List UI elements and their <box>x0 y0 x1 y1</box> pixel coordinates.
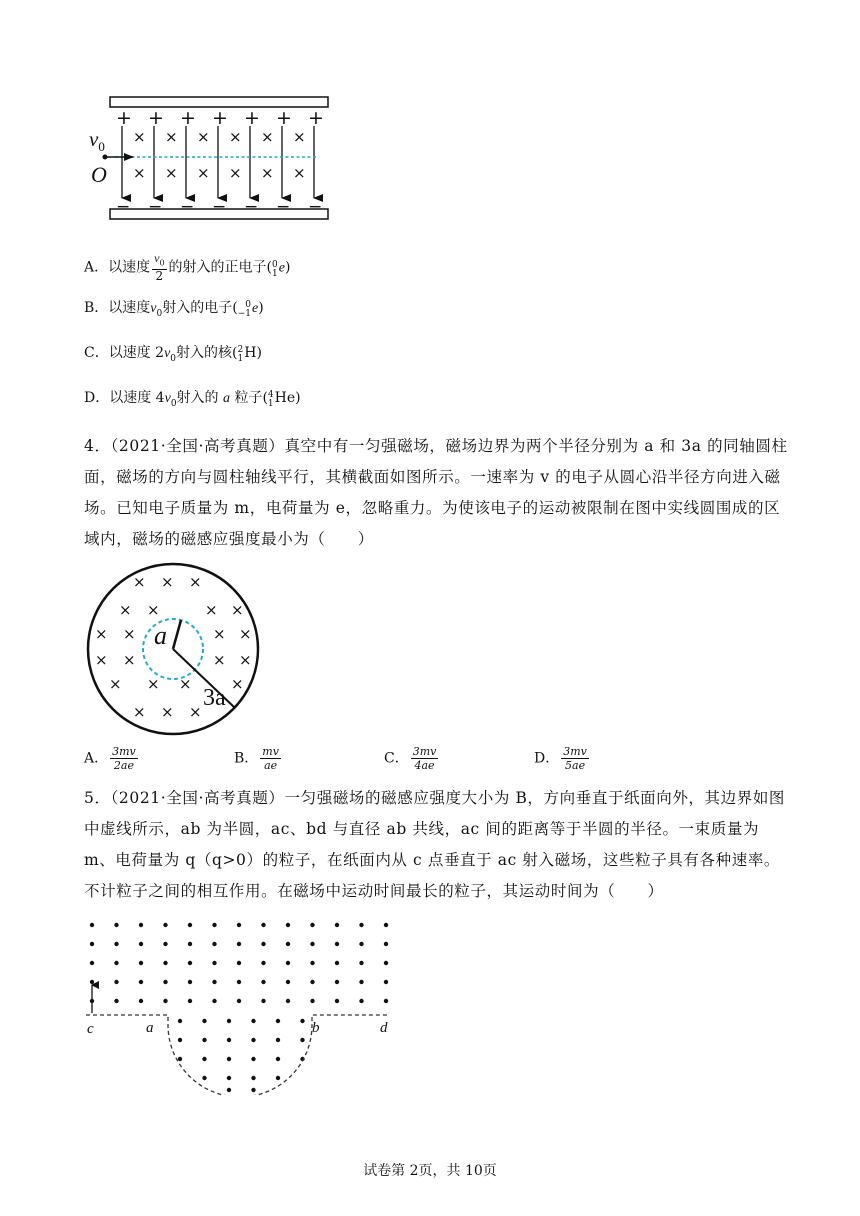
cross-mark: × <box>229 164 242 182</box>
field-dot <box>227 1057 231 1061</box>
field-dot <box>261 999 265 1003</box>
field-dot <box>251 1088 255 1092</box>
field-dot <box>335 999 339 1003</box>
cross-mark: × <box>213 651 226 669</box>
field-dot <box>90 980 94 984</box>
plus-sign: + <box>212 107 228 129</box>
point-c-label: c <box>87 1021 94 1037</box>
boundary-dashed-line <box>86 1015 387 1095</box>
cross-mark: × <box>133 128 146 146</box>
minus-sign: − <box>276 197 291 217</box>
cross-mark: × <box>95 625 108 643</box>
field-dot <box>300 1038 304 1042</box>
field-dot <box>384 980 388 984</box>
field-dot <box>202 1019 206 1023</box>
field-dot <box>276 1019 280 1023</box>
cross-mark: × <box>95 651 108 669</box>
cross-mark: × <box>189 573 202 591</box>
field-dot <box>188 961 192 965</box>
field-dot <box>310 999 314 1003</box>
field-dot <box>335 980 339 984</box>
fraction: $\frac{3mv}{5ae}$ <box>563 745 587 772</box>
field-dot <box>114 980 118 984</box>
nuclide-notation: 4 1 <box>267 390 274 409</box>
q3-option-b[interactable]: B．以速度$v_0$射入的电子( 0 −1 e) <box>84 300 264 319</box>
q4-question-text: 4．（2021·全国·高考真题）真空中有一匀强磁场，磁场边界为两个半径分别为 a 和 3a 的同轴圆柱面，磁场的方向与圆柱轴线平行，其横截面如图所示。一速率为 v 的电子从圆心沿半径方向进入磁场。已知电子质量为 m，电荷量为 e，忽略重力。为使该电子的运动被限制在图中实线圆围成的区域内，磁场的磁感应强度最小为（ ） <box>84 437 788 548</box>
field-dot <box>384 961 388 965</box>
field-dot <box>335 923 339 927</box>
field-dot <box>237 980 241 984</box>
field-dot <box>384 923 388 927</box>
cross-mark: × <box>109 675 122 693</box>
field-dot <box>359 923 363 927</box>
field-dot <box>384 999 388 1003</box>
field-dot <box>212 980 216 984</box>
q5-question-text: 5．（2021·全国·高考真题）一匀强磁场的磁感应强度大小为 B，方向垂直于纸面向外，其边界如图中虚线所示，ab 为半圆，ac、bd 与直径 ab 共线，ac 间的距离等于半圆的半径。一束质量为 m、电荷量为 q（q>0）的粒子，在纸面内从 c 点垂直于 ac 射入磁场，这些粒子具有各种速率。不计粒子之间的相互作用。在磁场中运动时间最长的粒子，其运动时间为（ ） <box>84 789 786 900</box>
field-dot <box>251 1038 255 1042</box>
field-dot <box>114 923 118 927</box>
cross-mark: × <box>179 675 192 693</box>
field-dot <box>359 942 363 946</box>
cross-mark: × <box>119 601 132 619</box>
field-dot <box>202 1038 206 1042</box>
nuclide-notation: 0 1 <box>272 259 278 279</box>
cross-mark: × <box>197 164 210 182</box>
cross-mark: × <box>213 625 226 643</box>
field-dot <box>227 1076 231 1080</box>
field-dot <box>251 1057 255 1061</box>
cross-mark: × <box>231 601 244 619</box>
plus-sign: + <box>148 107 164 129</box>
field-dot <box>251 1076 255 1080</box>
field-dot <box>227 1038 231 1042</box>
magnetic-field-crosses <box>133 128 306 182</box>
field-dot <box>139 980 143 984</box>
field-dot <box>237 942 241 946</box>
field-dot <box>178 1038 182 1042</box>
field-dot <box>310 942 314 946</box>
cross-mark: × <box>123 651 136 669</box>
page-footer: 试卷第 2页，共 10页 <box>363 1163 497 1179</box>
cross-mark: × <box>293 128 306 146</box>
q4-option-d[interactable]: D． $\frac{3mv}{5ae}$ <box>534 745 587 772</box>
v0-label: $v_0$ <box>89 127 105 154</box>
plus-sign: + <box>276 107 292 129</box>
field-dot <box>90 942 94 946</box>
cross-mark: × <box>205 601 218 619</box>
q4-option-a[interactable]: A． $\frac{3mv}{2ae}$ <box>84 745 136 772</box>
cross-mark: × <box>161 703 174 721</box>
field-dot <box>237 999 241 1003</box>
field-dot <box>335 961 339 965</box>
field-dot <box>163 980 167 984</box>
nuclide-notation: 0 −1 <box>237 300 251 319</box>
electric-field-lines <box>122 126 314 198</box>
cross-mark: × <box>231 675 244 693</box>
q3-plates-figure <box>85 90 335 225</box>
minus-sign: − <box>148 197 163 217</box>
cross-mark: × <box>147 601 160 619</box>
field-dot <box>212 942 216 946</box>
nuclide-notation: 2 1 <box>237 345 244 364</box>
field-dot <box>188 942 192 946</box>
magnetic-field-dots <box>90 923 388 1092</box>
field-dot <box>286 942 290 946</box>
cross-mark: × <box>293 164 306 182</box>
cross-mark: × <box>197 128 210 146</box>
field-dot <box>237 923 241 927</box>
plus-sign: + <box>244 107 260 129</box>
inner-radius-label: a <box>154 621 167 650</box>
plate-signs <box>116 107 324 217</box>
cross-mark: × <box>147 675 160 693</box>
fraction-v0-over-2: $\frac{v_0}{2}$ <box>154 251 165 284</box>
field-dot <box>90 961 94 965</box>
cross-mark: × <box>165 164 178 182</box>
field-dot <box>261 980 265 984</box>
minus-sign: − <box>244 197 259 217</box>
field-dot <box>237 961 241 965</box>
field-dot <box>310 980 314 984</box>
minus-sign: − <box>308 197 323 217</box>
field-dot <box>114 942 118 946</box>
point-b-label: b <box>312 1020 320 1036</box>
q3-option-a[interactable]: A．以速度 $\frac{v_0}{2}$ 的射入的正电子( 0 1 e) <box>84 251 291 284</box>
field-dot <box>139 923 143 927</box>
plus-sign: + <box>116 107 132 129</box>
top-plate <box>110 97 328 107</box>
field-dot <box>286 923 290 927</box>
field-dot <box>212 923 216 927</box>
field-dot <box>276 1038 280 1042</box>
q4-option-b[interactable]: B． $\frac{mv}{ae}$ <box>234 745 279 772</box>
origin-label: O <box>91 162 107 187</box>
field-dot <box>300 1019 304 1023</box>
field-dot <box>114 999 118 1003</box>
field-dot <box>202 1076 206 1080</box>
radius-line-a <box>173 620 181 649</box>
field-dot <box>163 961 167 965</box>
field-dot <box>359 961 363 965</box>
field-dot <box>384 942 388 946</box>
field-dot <box>178 1057 182 1061</box>
field-dot <box>188 980 192 984</box>
cross-mark: × <box>133 164 146 182</box>
field-dot <box>188 999 192 1003</box>
fraction: $\frac{mv}{ae}$ <box>262 745 279 772</box>
field-dot <box>227 1019 231 1023</box>
field-dot <box>178 1019 182 1023</box>
cross-mark: × <box>261 128 274 146</box>
minus-sign: − <box>212 197 227 217</box>
fraction: $\frac{3mv}{4ae}$ <box>412 745 437 772</box>
cross-mark: × <box>161 573 174 591</box>
q3-option-c[interactable]: C．以速度 $2v_0$射入的核( 2 1 H) <box>84 345 262 364</box>
field-dot <box>114 961 118 965</box>
plus-sign: + <box>308 107 324 129</box>
cross-mark: × <box>123 625 136 643</box>
field-dot <box>227 1088 231 1092</box>
field-dot <box>261 923 265 927</box>
field-dot <box>286 961 290 965</box>
field-dot <box>90 923 94 927</box>
q5-boundary-figure <box>82 915 402 1095</box>
field-dot <box>212 961 216 965</box>
q4-circle-figure <box>86 562 268 738</box>
field-dot <box>139 999 143 1003</box>
field-dot <box>359 999 363 1003</box>
q4-option-c[interactable]: C． $\frac{3mv}{4ae}$ <box>384 745 437 772</box>
field-dot <box>139 942 143 946</box>
outer-radius-label: 3a <box>203 685 226 711</box>
point-d-label: d <box>380 1020 388 1036</box>
cross-mark: × <box>261 164 274 182</box>
plus-sign: + <box>180 107 196 129</box>
cross-mark: × <box>133 703 146 721</box>
field-dot <box>139 961 143 965</box>
cross-mark: × <box>133 573 146 591</box>
field-dot <box>261 942 265 946</box>
field-dot <box>276 1076 280 1080</box>
origin-point <box>103 155 108 160</box>
field-dot <box>335 942 339 946</box>
field-dot <box>163 923 167 927</box>
field-dot <box>202 1057 206 1061</box>
field-dot <box>188 923 192 927</box>
cross-mark: × <box>189 703 202 721</box>
cross-mark: × <box>239 625 252 643</box>
q3-option-d[interactable]: D．以速度 $4v_0$射入的 a 粒子( 4 1 He) <box>84 390 301 409</box>
field-dot <box>212 999 216 1003</box>
field-dot <box>261 961 265 965</box>
cross-mark: × <box>229 128 242 146</box>
cross-mark: × <box>239 651 252 669</box>
field-dot <box>286 999 290 1003</box>
field-dot <box>359 980 363 984</box>
field-dot <box>310 961 314 965</box>
field-dot <box>286 980 290 984</box>
field-dot <box>251 1019 255 1023</box>
field-dot <box>163 999 167 1003</box>
field-dot <box>276 1057 280 1061</box>
point-a-label: a <box>146 1020 154 1036</box>
fraction: $\frac{3mv}{2ae}$ <box>112 745 136 772</box>
field-dot <box>163 942 167 946</box>
cross-mark: × <box>165 128 178 146</box>
field-dot <box>310 923 314 927</box>
minus-sign: − <box>180 197 195 217</box>
minus-sign: − <box>116 197 131 217</box>
